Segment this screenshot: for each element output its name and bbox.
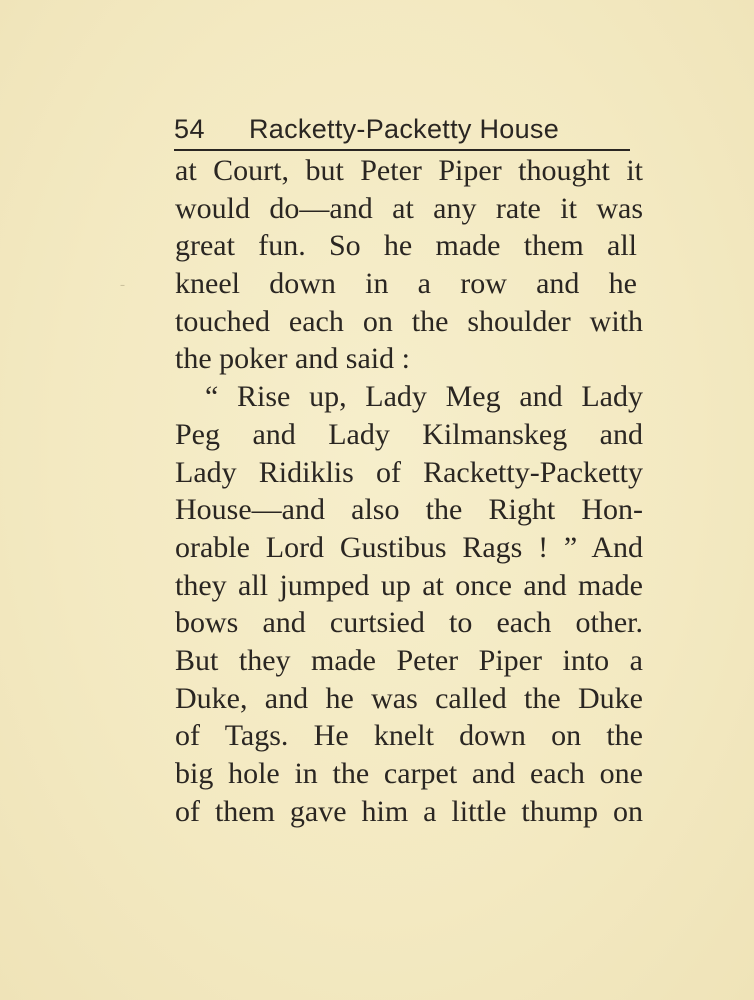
text-line: orable Lord Gustibus Rags ! ” And xyxy=(175,530,643,564)
running-head xyxy=(174,112,630,152)
text-line: at Court, but Peter Piper thought it xyxy=(175,154,643,187)
text-line: kneel down in a row and he xyxy=(175,267,637,301)
body-text xyxy=(175,152,643,830)
text-line: great fun. So he made them all xyxy=(175,229,637,263)
text-line: big hole in the carpet and each one xyxy=(175,757,643,790)
text-line: they all jumped up at once and made xyxy=(175,568,643,602)
text-line: But they made Peter Piper into a xyxy=(175,643,643,677)
text-line: of them gave him a little thump on xyxy=(175,794,643,828)
text-line: the poker and said : xyxy=(175,342,410,376)
text-line: of Tags. He knelt down on the xyxy=(175,719,643,753)
text-line: “ Rise up, Lady Meg and Lady xyxy=(205,380,643,414)
text-line: Peg and Lady Kilmanskeg and xyxy=(175,417,643,451)
text-line: Duke, and he was called the Duke xyxy=(175,681,643,715)
text-line: would do—and at any rate it was xyxy=(175,191,643,225)
text-line: Lady Ridiklis of Racketty-Packetty xyxy=(175,455,643,489)
running-title: Racketty-Packetty House xyxy=(249,114,560,144)
text-line: bows and curtsied to each other. xyxy=(175,606,643,640)
text-line: House—and also the Right Hon- xyxy=(175,493,643,527)
margin-dash-mark: – xyxy=(120,280,125,291)
header-rule xyxy=(174,149,630,151)
text-line: touched each on the shoulder with xyxy=(175,304,643,338)
page-number: 54 xyxy=(174,114,206,144)
